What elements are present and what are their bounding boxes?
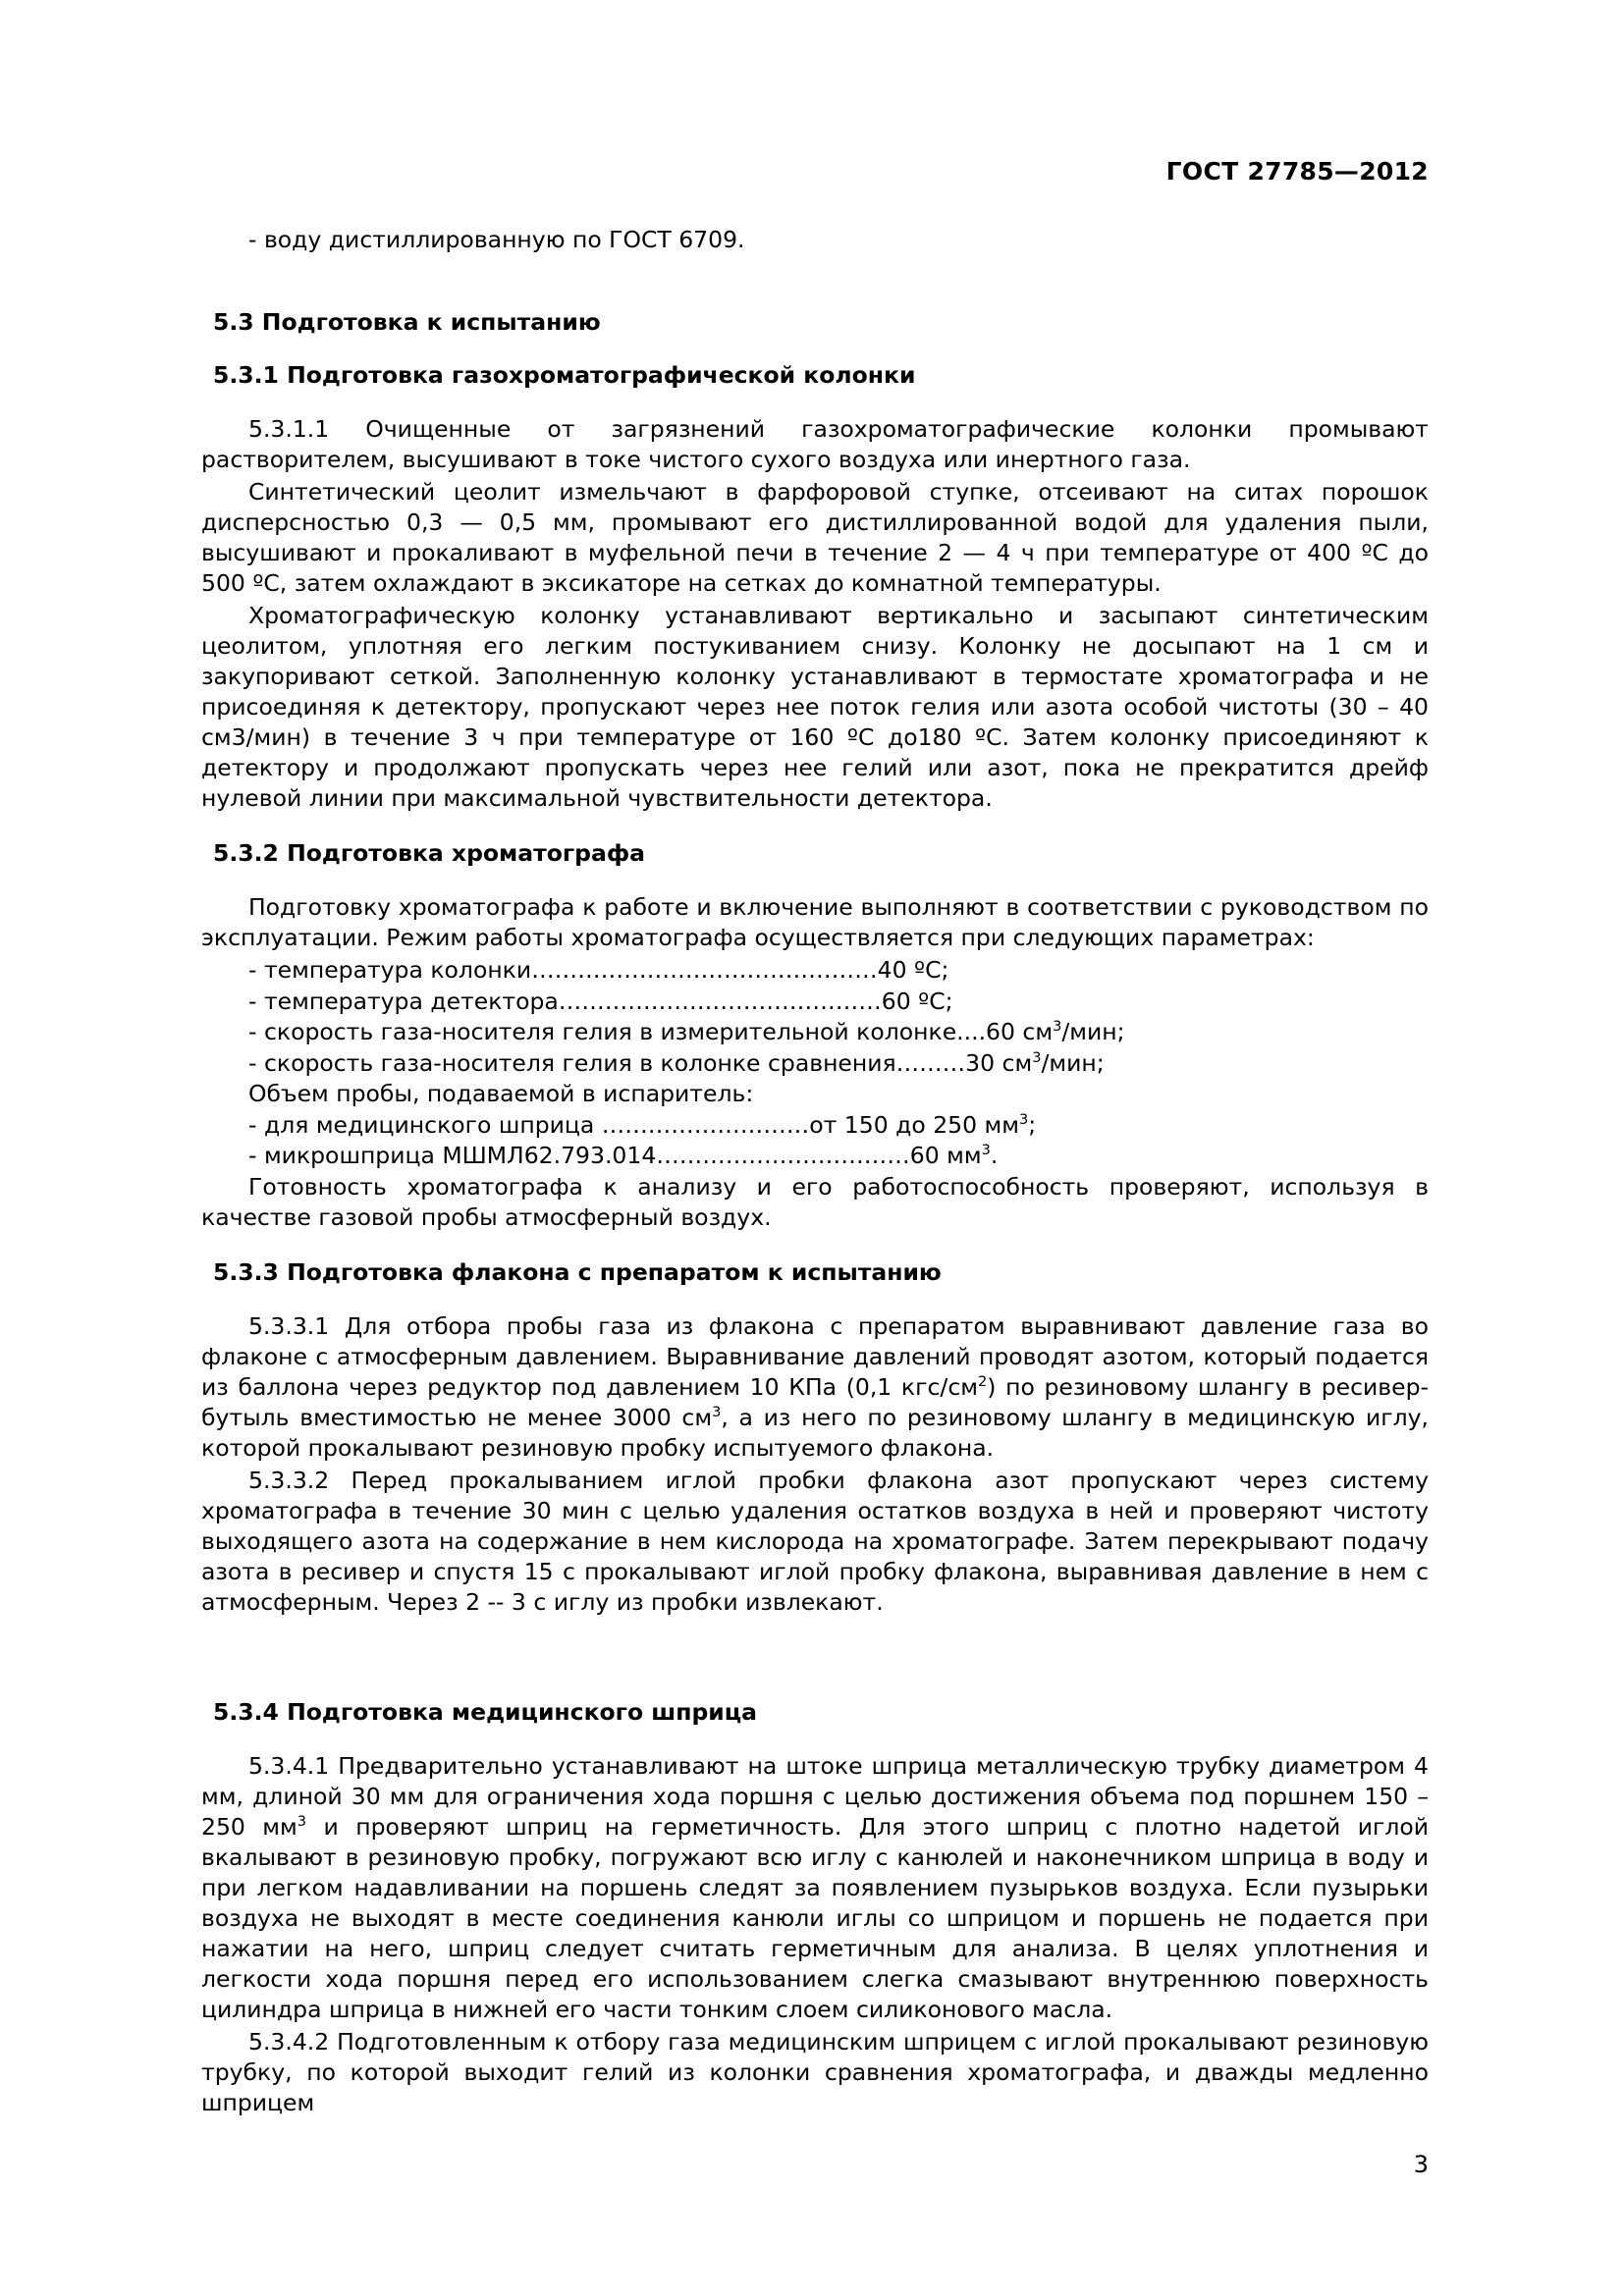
para-5-3-4-1: 5.3.4.1 Предварительно устанавливают на штоке шприца металлическую трубку диаметром 4 мм, длиной 30 мм для ограничения хода поршня с целью достижения объема под поршнем 150 – 250 $мм^3$ и проверяют шприц на герметичность. Для этого шприц с плотно надетой иглой вкалывают в резиновую пробку, погружают всю иглу с канюлей и наконечником шприца в воду и при легком надавливании на поршень следят за появлением пузырьков воздуха. Если пузырьки воздуха не выходят в месте соединения канюли иглы со шприцом и поршень не подается при нажатии на него, шприц следует считать герметичным для анализа. В целях уплотнения и легкости хода поршня перед его использованием слегка смазывают внутреннюю поверхность цилиндра шприца в нижней его части тонким слоем силиконового масла.: [201, 1751, 1430, 2023]
para-5-3-1-1: 5.3.1.1 Очищенные от загрязнений газохроматографические колонки промывают растворителем, высушивают в токе чистого сухого воздуха или инертного газа.: [201, 415, 1429, 474]
heading-5-3-1: 5.3.1 Подготовка газохроматографической колонки: [213, 361, 916, 390]
para-5-3-2-intro: Подготовку хроматографа к работе и включение выполняют в соответствии с руководством по эксплуатации. Режим работы хроматографа осуществляется при следующих параметрах:: [201, 893, 1429, 952]
list-item: - для медицинского шприца ………………………от 150 до 250 $мм^3$;: [248, 1110, 1037, 1139]
page-content: [201, 0, 1429, 2120]
heading-5-3-3: 5.3.3 Подготовка флакона с препаратом к испытанию: [213, 1257, 942, 1286]
list-item: - скорость газа-носителя гелия в измерительной колонке....60 $см^3$/мин;: [248, 1018, 1125, 1046]
para-5-3-3-1: 5.3.3.1 Для отбора пробы газа из флакона с препаратом выравнивают давление газа во флаконе с атмосферным давлением. Выравнивание давлений проводят азотом, который подается из баллона через редуктор под давлением 10 КПа (0,1 кгс/$см^2$) по резиновому шлангу в ресивер-бутыль вместимостью не менее 3000 $см^3$, а из него по резиновому шлангу в медицинскую иглу, которой прокалывают резиновую пробку испытуемого флакона.: [201, 1311, 1429, 1462]
para-column-filling: Хроматографическую колонку устанавливают вертикально и засыпают синтетическим цеолитом, уплотняя его легким постукиванием снизу. Колонку не досыпают на 1 см и закупоривают сеткой. Заполненную колонку устанавливают в термостате хроматографа и не присоединяя к детектору, пропускают через нее поток гелия или азота особой чистоты (30 – 40 см3/мин) в течение 3 ч при температуре от 160 ºС до180 ºС. Затем колонку присоединяют к детектору и продолжают пропускать через нее гелий или азот, пока не прекратится дрейф нулевой линии при максимальной чувствительности детектора.: [201, 602, 1429, 813]
intro-line: - воду дистиллированную по ГОСТ 6709.: [248, 226, 745, 253]
list-item: - температура колонки………………………………………40 ºС;: [248, 956, 949, 985]
spacer: [201, 257, 1429, 283]
heading-5-3-2: 5.3.2 Подготовка хроматографа: [213, 839, 646, 868]
para-5-3-2-end: Готовность хроматографа к анализу и его работоспособность проверяют, используя в качестве газовой пробы атмосферный воздух.: [201, 1172, 1429, 1231]
page-number: 3: [1413, 2151, 1429, 2178]
para-5-3-3-2: 5.3.3.2 Перед прокалыванием иглой пробки флакона азот пропускают через систему хроматографа в течение 30 мин с целью удаления остатков воздуха в ней и проверяют чистоту выходящего азота на содержание в нем кислорода на хроматографе. Затем перекрывают подачу азота в ресивер и спустя 15 с прокалывают иглой пробку флакона, выравнивая давление в нем с атмосферным. Через 2 -- 3 с иглу из пробки извлекают.: [201, 1466, 1429, 1616]
heading-5-3-4: 5.3.4 Подготовка медицинского шприца: [213, 1697, 758, 1726]
list-item: - температура детектора……………………………………60 ºС;: [248, 987, 953, 1015]
heading-5-3: 5.3 Подготовка к испытанию: [213, 308, 601, 337]
para-5-3-4-2: 5.3.4.2 Подготовленным к отбору газа медицинским шприцем с иглой прокалывают резиновую трубку, по которой выходит гелий из колонки сравнения хроматографа, и дважды медленно шприцем: [201, 2027, 1429, 2116]
standard-header: ГОСТ 27785—2012: [1165, 157, 1429, 186]
list-item: - микрошприца МШМЛ62.793.014……………………………60 $мм^3$.: [248, 1142, 999, 1170]
list-item: Объем пробы, подаваемой в испаритель:: [248, 1080, 754, 1108]
spacer: [201, 1620, 1429, 1673]
list-item: - скорость газа-носителя гелия в колонке сравнения………30 $см^3$/мин;: [248, 1048, 1105, 1077]
para-zeolite: Синтетический цеолит измельчают в фарфоровой ступке, отсеивают на ситах порошок дисперсностью 0,3 — 0,5 мм, промывают его дистиллированной водой для удаления пыли, высушивают и прокаливают в муфельной печи в течение 2 — 4 ч при температуре от 400 ºС до 500 ºС, затем охлаждают в эксикаторе на сетках до комнатной температуры.: [201, 478, 1429, 598]
